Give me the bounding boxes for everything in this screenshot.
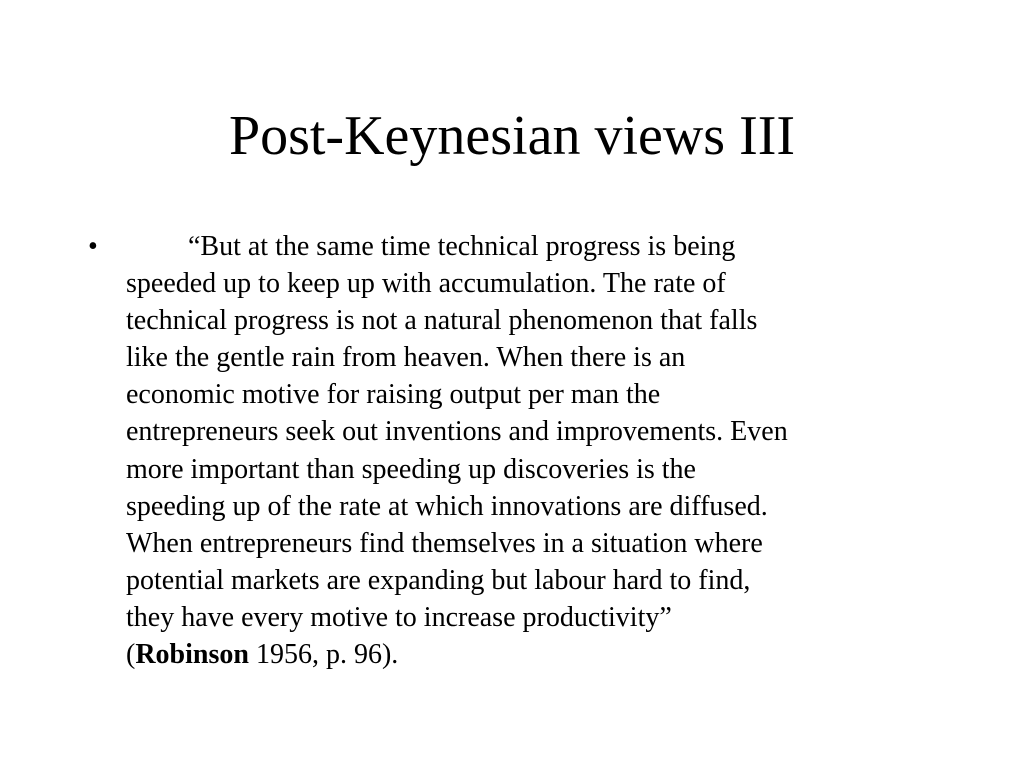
bullet-list [88,228,946,673]
citation-author: Robinson [135,639,249,671]
citation-line [126,636,946,673]
quote-line-7: more important than speeding up discoveries is the [126,453,696,485]
quote-text [126,228,946,673]
quote-line-8: speeding up of the rate at which innovations are diffused. [126,490,768,522]
quote-line-5: economic motive for raising output per man the [126,379,661,411]
quote-line-4: like the gentle rain from heaven. When there is an [126,342,686,374]
quote-line-1 [126,228,946,265]
citation-details: 1956, p. 96). [248,639,399,671]
slide-title: Post-Keynesian views III [228,105,796,167]
quote-line-6: entrepreneurs seek out inventions and improvements. Even [126,416,788,448]
bullet-marker: • [88,231,98,262]
bullet-item-quote [88,228,946,673]
quote-line-11: they have every motive to increase productivity” [126,601,672,633]
quote-line-10: potential markets are expanding but labour hard to find, [126,564,751,596]
quote-line-1-text: “But at the same time technical progress is being [188,231,736,262]
quote-line-2: speeded up to keep up with accumulation. The rate of [126,268,726,300]
quote-line-3: technical progress is not a natural phenomenon that falls [126,305,758,337]
citation-open-paren: ( [126,639,136,671]
quote-line-9: When entrepreneurs find themselves in a situation where [126,527,763,559]
